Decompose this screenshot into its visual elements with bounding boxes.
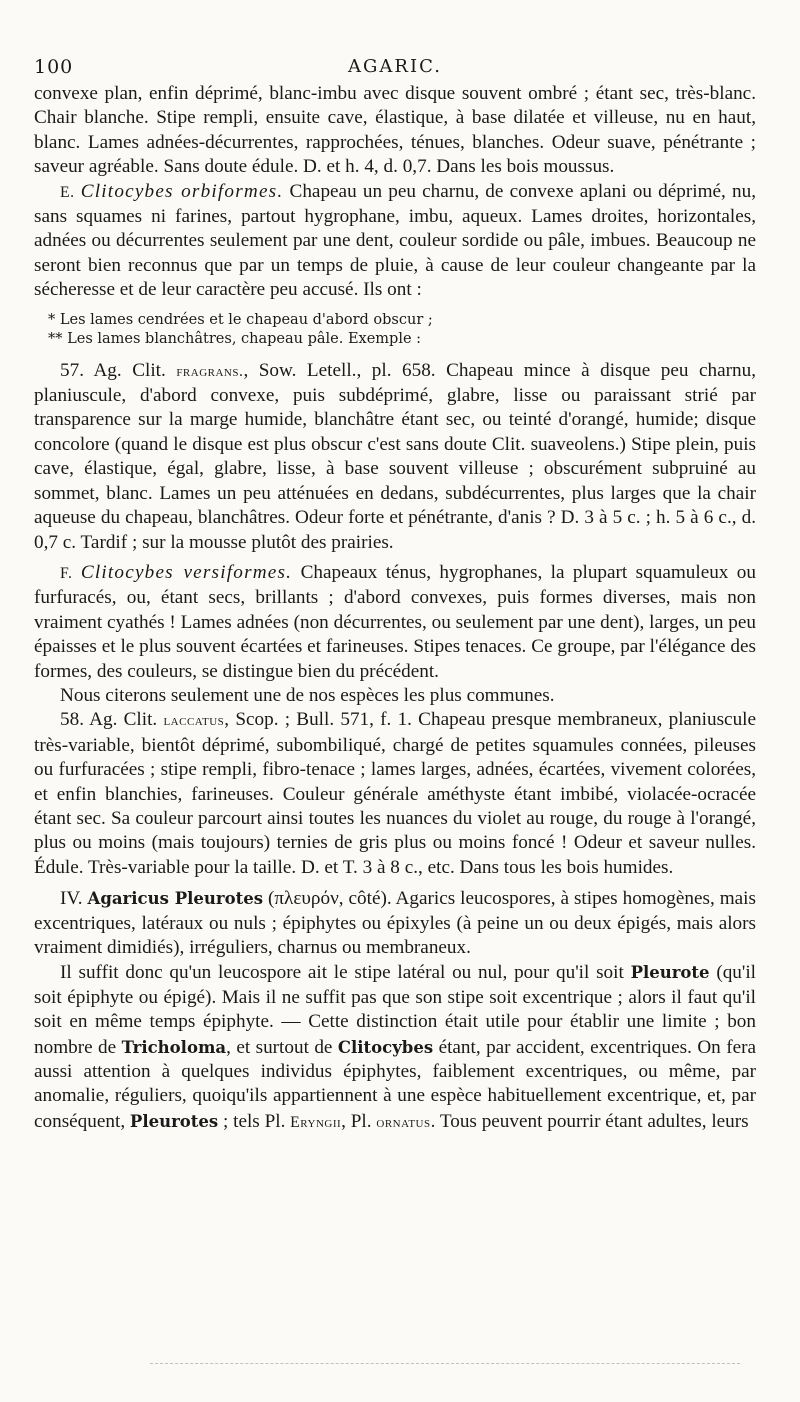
text-segment: (qu'il soit épiphyte ou épigé). Mais il ne suffit pas que son stipe soit excentrique ; alors il faut qu'il soit en même temps épiphyte. — Cette distinction était utile pour établir une limite ; bon nombre de [34, 962, 757, 1058]
section-f-body: Chapeaux ténus, hygrophanes, la plupart squamuleux ou furfuracés, ou, étant secs, brillants ; d'abord convexes, puis formes diverses, mais non vraiment cyathés ! Lames adnées (non décurrentes, ou seulement par une dent), larges, un peu épaisses et le plus souvent écartées et farineuses. Stipes tenaces. Ce groupe, par l'élégance des formes, des couleurs, se distingue bien du précédent. [34, 561, 756, 682]
body-text [34, 82, 756, 1135]
text-segment: , et surtout de [226, 1036, 333, 1058]
paragraph-section-iv [34, 886, 756, 960]
section-f-title: Clitocybes versiformes. [80, 561, 293, 583]
section-iv-title: Agaricus Pleurotes [87, 888, 264, 909]
text-segment: . Tous peuvent pourrir étant adultes, leurs [430, 1110, 749, 1132]
note-item: * Les lames cendrées et le chapeau d'abord obscur ; [48, 311, 433, 328]
footer-rule [150, 1363, 740, 1364]
species-57-number: 57. Ag. Clit. [60, 359, 166, 381]
term-pleurote: Pleurote [630, 962, 710, 983]
term-pleurotes: Pleurotes [129, 1110, 219, 1131]
term-tricholoma: Tricholoma [121, 1036, 227, 1057]
species-eryngii: Eryngii [290, 1113, 342, 1131]
text-segment: , Pl. [341, 1110, 372, 1132]
note-item: ** Les lames blanchâtres, chapeau pâle. Exemple : [48, 330, 422, 347]
paragraph-species-57 [34, 359, 756, 555]
section-iv-label: IV. [60, 888, 83, 910]
page-number: 100 [34, 56, 74, 78]
running-head: AGARIC. [348, 56, 442, 77]
paragraph-continuation: convexe plan, enfin déprimé, blanc-imbu avec disque souvent ombré ; étant sec, très-blanc. Chair blanche. Stipe rempli, ensuite cave, élastique, à base dilatée et villeuse, nu en haut, blanc. Lames adnées-décurrentes, rapprochées, ténues, blanches. Odeur suave, pénétrante ; saveur agréable. Sans doute édule. D. et h. 4, d. 0,7. Dans les bois moussus. [34, 83, 756, 178]
footnotes-list [48, 311, 756, 349]
species-57-body: , Sow. Letell., pl. 658. Chapeau mince à disque peu charnu, planiuscule, d'abord convexe, puis subdéprimé, glabre, lisse ou paraissant strié par transparence sur la marge humide, blanchâtre étant sec, ou teinté d'orangé, humide; disque concolore (quand le disque est plus obscur c'est sans doute Clit. suaveolens.) Stipe plein, puis cave, élastique, égal, glabre, lisse, à base souvent villeuse ; obscurément subpruiné au sommet, blanc. Lames un peu atténuées en dedans, subdécurrentes, plus larges que la chair aqueuse du chapeau, blanchâtres. Odeur forte et pénétrante, d'anis ? D. 3 à 5 c. ; h. 5 à 6 c., d. 0,7 c. Tardif ; sur la mousse plutôt des prairies. [34, 359, 757, 553]
species-58-name: laccatus [163, 712, 225, 730]
species-58-body: , Scop. ; Bull. 571, f. 1. Chapeau presque membraneux, planiuscule très-variable, bientôt déprimé, subombiliqué, chargé de petites squamules connées, pileuses ou furfuracées ; stipe rempli, fibro-tenace ; lames larges, adnées, écartées, vivement colorées, et enfin blanchies, farineuses. Couleur générale améthyste étant imbibé, violacée-ocracée étant sec. Sa couleur parcourt ainsi toutes les nuances du violet au rouge, du rouge à l'orangé, plus ou moins (mais toujours) ternies de gris plus ou moins foncé ! Odeur et saveur nulles. Édule. Très-variable pour la taille. D. et T. 3 à 8 c., etc. Dans tous les bois humides. [34, 709, 757, 878]
section-e-body: Chapeau un peu charnu, de convexe aplani ou déprimé, nu, sans squames ni farines, partout hygrophane, imbu, aqueux. Lames droites, horizontales, adnées ou décurrentes seulement par une dent, couleur sordide ou pâle, imbues. Beaucoup ne seront bien reconnus que par un temps de pluie, à cause de leur couleur changeante par la sécheresse et de leur caractère peu accusé. Ils ont : [34, 180, 756, 301]
species-57-name: fragrans. [176, 362, 244, 380]
text-segment: Il suffit donc qu'un leucospore ait le stipe latéral ou nul, pour qu'il soit [60, 962, 624, 984]
page [34, 46, 756, 1135]
section-iv-body: (πλευρόν, côté). Agarics leucospores, à stipes homogènes, mais excentriques, latéraux ou nuls ; épiphytes ou épixyles (à peine un ou deux épigés, mais alors vraiment dimidiés), irréguliers, charnus ou membraneux. [34, 888, 756, 958]
paragraph-section-f [34, 561, 756, 684]
species-ornatus: ornatus [376, 1113, 431, 1131]
paragraph-pleurote-definition [34, 960, 756, 1135]
paragraph-species-58 [34, 708, 756, 880]
species-58-number: 58. Ag. Clit. [60, 709, 158, 731]
section-e-title: Clitocybes orbiformes. [80, 180, 284, 202]
section-f-label: F. [60, 564, 73, 582]
paragraph-section-e [34, 180, 756, 303]
text-segment: étant, par accident, excentriques. On fera aussi attention à quelques individus épiphytes, faiblement excentriques, ou même, par anomalie, réguliers, quoiqu'ils appartiennent à une espèce habituellement excentrique, et, par conséquent, [34, 1036, 757, 1132]
term-clitocybes: Clitocybes [337, 1036, 434, 1057]
section-e-label: E. [60, 183, 75, 201]
page-header [34, 46, 756, 82]
text-segment: ; tels Pl. [218, 1110, 286, 1132]
paragraph-citation: Nous citerons seulement une de nos espèces les plus communes. [60, 684, 555, 706]
